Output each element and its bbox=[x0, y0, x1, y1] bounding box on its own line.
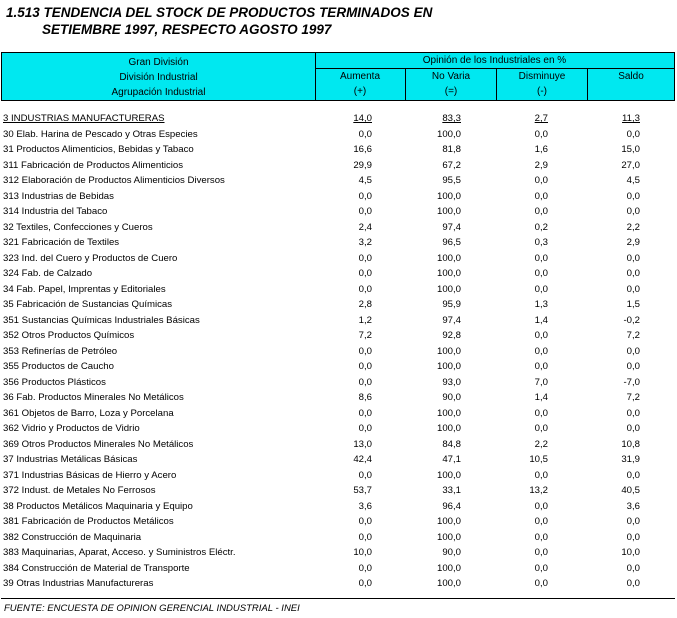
table-row bbox=[1, 545, 675, 561]
cell-saldo: 0,0 bbox=[626, 128, 640, 140]
cell-novaria: 92,8 bbox=[442, 330, 461, 341]
row-name: 3 INDUSTRIAS MANUFACTURERAS bbox=[3, 113, 165, 124]
col-label: Aumenta bbox=[339, 71, 381, 82]
cell-novaria: 90,0 bbox=[442, 547, 461, 558]
cell-aumenta: 0,0 bbox=[358, 283, 372, 295]
cell-saldo: -0,2 bbox=[623, 314, 640, 326]
table-row bbox=[1, 390, 675, 406]
cell-disminuye: 1,3 bbox=[534, 299, 548, 310]
cell-aumenta: 0,0 bbox=[358, 206, 372, 217]
table-row bbox=[1, 158, 675, 174]
table-row bbox=[1, 514, 675, 530]
table-row bbox=[1, 313, 675, 329]
cell-disminuye: 7,0 bbox=[534, 376, 548, 388]
cell-novaria: 97,4 bbox=[442, 314, 461, 326]
row-name: 34 Fab. Papel, Imprentas y Editoriales bbox=[3, 283, 166, 295]
table-row bbox=[1, 127, 675, 143]
header-col-novaria bbox=[406, 69, 497, 100]
cell-disminuye: 0,0 bbox=[534, 547, 548, 558]
cell-saldo: 0,0 bbox=[626, 531, 640, 543]
table-row bbox=[1, 173, 675, 189]
source-note: FUENTE: ENCUESTA DE OPINION GERENCIAL INDUSTRIAL - INEI bbox=[4, 603, 300, 614]
cell-saldo: 10,0 bbox=[621, 547, 640, 558]
cell-saldo: 1,5 bbox=[626, 299, 640, 310]
table-row bbox=[1, 344, 675, 360]
cell-disminuye: 0,0 bbox=[534, 128, 548, 140]
cell-novaria: 100,0 bbox=[436, 268, 461, 279]
cell-disminuye: 2,2 bbox=[534, 438, 548, 450]
cell-aumenta: 0,0 bbox=[358, 361, 372, 372]
row-name: 311 Fabricación de Productos Alimenticios bbox=[3, 159, 184, 171]
cell-novaria: 100,0 bbox=[436, 562, 461, 574]
cell-novaria: 84,8 bbox=[442, 438, 461, 450]
cell-aumenta: 14,0 bbox=[353, 113, 372, 124]
cell-aumenta: 0,0 bbox=[358, 423, 372, 434]
cell-disminuye: 0,0 bbox=[534, 190, 548, 202]
page-title bbox=[6, 4, 432, 38]
cell-aumenta: 0,0 bbox=[358, 376, 372, 388]
cell-disminuye: 0,0 bbox=[534, 500, 548, 512]
header-division-industrial: División Industrial bbox=[119, 72, 198, 83]
row-name: 369 Otros Productos Minerales No Metálicos bbox=[3, 438, 194, 450]
row-name: 36 Fab. Productos Minerales No Metálicos bbox=[3, 392, 184, 403]
cell-novaria: 67,2 bbox=[442, 159, 461, 171]
cell-saldo: 15,0 bbox=[621, 144, 640, 155]
cell-saldo: 40,5 bbox=[621, 485, 640, 496]
cell-saldo: 31,9 bbox=[621, 454, 640, 465]
row-name: 353 Refinerías de Petróleo bbox=[3, 345, 118, 357]
col-sub: (-) bbox=[537, 86, 547, 97]
row-name: 313 Industrias de Bebidas bbox=[3, 190, 114, 202]
cell-novaria: 100,0 bbox=[436, 190, 461, 202]
row-name: 352 Otros Productos Químicos bbox=[3, 330, 135, 341]
cell-saldo: 2,2 bbox=[626, 221, 640, 233]
table-row bbox=[1, 561, 675, 577]
cell-disminuye: 0,0 bbox=[534, 175, 548, 186]
cell-disminuye: 0,0 bbox=[534, 531, 548, 543]
cell-novaria: 100,0 bbox=[436, 206, 461, 217]
row-name: 323 Ind. del Cuero y Productos de Cuero bbox=[3, 252, 178, 264]
cell-aumenta: 2,4 bbox=[358, 221, 372, 233]
cell-saldo: 0,0 bbox=[626, 469, 640, 481]
row-name: 324 Fab. de Calzado bbox=[3, 268, 93, 279]
table-row bbox=[1, 111, 675, 127]
cell-disminuye: 0,0 bbox=[534, 469, 548, 481]
cell-disminuye: 0,3 bbox=[534, 237, 548, 248]
cell-disminuye: 0,0 bbox=[534, 407, 548, 419]
cell-saldo: 7,2 bbox=[626, 330, 640, 341]
cell-aumenta: 0,0 bbox=[358, 562, 372, 574]
cell-novaria: 100,0 bbox=[436, 516, 461, 527]
cell-saldo: 2,9 bbox=[626, 237, 640, 248]
cell-aumenta: 0,0 bbox=[358, 190, 372, 202]
header-gran-division: Gran División bbox=[128, 57, 189, 68]
row-name: 356 Productos Plásticos bbox=[3, 376, 106, 388]
table-row bbox=[1, 576, 675, 592]
cell-saldo: 0,0 bbox=[626, 423, 640, 434]
col-label: Saldo bbox=[618, 71, 644, 82]
cell-disminuye: 0,0 bbox=[534, 330, 548, 341]
cell-saldo: 3,6 bbox=[626, 500, 640, 512]
table-row bbox=[1, 406, 675, 422]
cell-novaria: 97,4 bbox=[442, 221, 461, 233]
cell-aumenta: 3,2 bbox=[358, 237, 372, 248]
table-row bbox=[1, 142, 675, 158]
table-row bbox=[1, 452, 675, 468]
table-row bbox=[1, 375, 675, 391]
cell-saldo: 0,0 bbox=[626, 407, 640, 419]
row-name: 39 Otras Industrias Manufactureras bbox=[3, 578, 154, 589]
cell-saldo: 0,0 bbox=[626, 252, 640, 264]
cell-disminuye: 0,0 bbox=[534, 578, 548, 589]
cell-disminuye: 2,7 bbox=[534, 113, 548, 124]
table-row bbox=[1, 251, 675, 267]
row-name: 372 Indust. de Metales No Ferrosos bbox=[3, 485, 156, 496]
cell-disminuye: 0,2 bbox=[534, 221, 548, 233]
cell-disminuye: 0,0 bbox=[534, 423, 548, 434]
cell-novaria: 96,5 bbox=[442, 237, 461, 248]
title-line-2: SETIEMBRE 1997, RESPECTO AGOSTO 1997 bbox=[42, 22, 332, 37]
cell-novaria: 95,9 bbox=[442, 299, 461, 310]
row-name: 361 Objetos de Barro, Loza y Porcelana bbox=[3, 407, 174, 419]
table-row bbox=[1, 530, 675, 546]
cell-novaria: 81,8 bbox=[442, 144, 461, 155]
cell-saldo: 0,0 bbox=[626, 516, 640, 527]
row-name: 321 Fabricación de Textiles bbox=[3, 237, 120, 248]
cell-disminuye: 0,0 bbox=[534, 252, 548, 264]
footer-rule bbox=[1, 598, 675, 599]
table-row bbox=[1, 235, 675, 251]
header-classification bbox=[2, 53, 316, 100]
cell-saldo: 7,2 bbox=[626, 392, 640, 403]
cell-disminuye: 0,0 bbox=[534, 345, 548, 357]
cell-aumenta: 0,0 bbox=[358, 252, 372, 264]
cell-novaria: 100,0 bbox=[436, 252, 461, 264]
col-sub: (=) bbox=[444, 86, 458, 97]
cell-saldo: 0,0 bbox=[626, 190, 640, 202]
title-line-1: 1.513 TENDENCIA DEL STOCK DE PRODUCTOS TERMINADOS EN bbox=[6, 5, 433, 20]
cell-aumenta: 16,6 bbox=[353, 144, 372, 155]
table-row bbox=[1, 220, 675, 236]
cell-saldo: 27,0 bbox=[621, 159, 640, 171]
cell-disminuye: 10,5 bbox=[529, 454, 548, 465]
cell-novaria: 33,1 bbox=[442, 485, 461, 496]
cell-saldo: 0,0 bbox=[626, 578, 640, 589]
cell-disminuye: 0,0 bbox=[534, 283, 548, 295]
cell-aumenta: 8,6 bbox=[358, 392, 372, 403]
cell-aumenta: 0,0 bbox=[358, 345, 372, 357]
cell-aumenta: 4,5 bbox=[358, 175, 372, 186]
row-name: 355 Productos de Caucho bbox=[3, 361, 114, 372]
cell-aumenta: 0,0 bbox=[358, 531, 372, 543]
row-name: 384 Construcción de Material de Transporte bbox=[3, 562, 190, 574]
cell-novaria: 100,0 bbox=[436, 469, 461, 481]
row-name: 382 Construcción de Maquinaria bbox=[3, 531, 142, 543]
header-opinion bbox=[315, 53, 674, 100]
row-name: 31 Productos Alimenticios, Bebidas y Tabaco bbox=[3, 144, 194, 155]
table-row bbox=[1, 297, 675, 313]
cell-saldo: 0,0 bbox=[626, 562, 640, 574]
header-opinion-title: Opinión de los Industriales en % bbox=[315, 53, 674, 69]
cell-aumenta: 29,9 bbox=[353, 159, 372, 171]
cell-novaria: 100,0 bbox=[436, 531, 461, 543]
cell-saldo: -7,0 bbox=[623, 376, 640, 388]
table-row bbox=[1, 266, 675, 282]
table-body bbox=[1, 111, 675, 592]
row-name: 30 Elab. Harina de Pescado y Otras Especies bbox=[3, 128, 198, 140]
cell-disminuye: 1,6 bbox=[534, 144, 548, 155]
row-name: 381 Fabricación de Productos Metálicos bbox=[3, 516, 174, 527]
col-label: No Varia bbox=[431, 71, 471, 82]
header-col-saldo bbox=[588, 69, 674, 100]
header-agrupacion-industrial: Agrupación Industrial bbox=[111, 87, 206, 98]
cell-saldo: 11,3 bbox=[622, 113, 640, 124]
col-label: Disminuye bbox=[518, 71, 566, 82]
cell-saldo: 10,8 bbox=[621, 438, 640, 450]
cell-novaria: 96,4 bbox=[442, 500, 461, 512]
cell-disminuye: 0,0 bbox=[534, 562, 548, 574]
cell-disminuye: 1,4 bbox=[534, 314, 548, 326]
cell-aumenta: 42,4 bbox=[353, 454, 372, 465]
header-col-disminuye bbox=[497, 69, 588, 100]
cell-saldo: 0,0 bbox=[626, 345, 640, 357]
row-name: 35 Fabricación de Sustancias Químicas bbox=[3, 299, 173, 310]
col-sub: (+) bbox=[353, 86, 367, 97]
table-row bbox=[1, 421, 675, 437]
cell-aumenta: 2,8 bbox=[358, 299, 372, 310]
row-name: 383 Maquinarias, Aparat, Acceso. y Suministros Eléctr. bbox=[3, 547, 236, 558]
cell-novaria: 95,5 bbox=[442, 175, 461, 186]
table-row bbox=[1, 468, 675, 484]
cell-novaria: 100,0 bbox=[436, 283, 461, 295]
cell-aumenta: 0,0 bbox=[358, 469, 372, 481]
table-row bbox=[1, 282, 675, 298]
table-row bbox=[1, 189, 675, 205]
cell-aumenta: 0,0 bbox=[358, 407, 372, 419]
cell-aumenta: 0,0 bbox=[358, 128, 372, 140]
cell-aumenta: 0,0 bbox=[358, 516, 372, 527]
cell-novaria: 100,0 bbox=[436, 407, 461, 419]
cell-saldo: 0,0 bbox=[626, 206, 640, 217]
table-row bbox=[1, 483, 675, 499]
cell-aumenta: 0,0 bbox=[358, 268, 372, 279]
cell-novaria: 100,0 bbox=[436, 578, 461, 589]
table-row bbox=[1, 499, 675, 515]
table-header bbox=[1, 52, 675, 101]
cell-novaria: 100,0 bbox=[436, 361, 461, 372]
cell-novaria: 93,0 bbox=[442, 376, 461, 388]
cell-novaria: 90,0 bbox=[442, 392, 461, 403]
row-name: 38 Productos Metálicos Maquinaria y Equipo bbox=[3, 500, 193, 512]
cell-saldo: 0,0 bbox=[626, 283, 640, 295]
cell-aumenta: 0,0 bbox=[358, 578, 372, 589]
cell-novaria: 100,0 bbox=[436, 423, 461, 434]
row-name: 371 Industrias Básicas de Hierro y Acero bbox=[3, 469, 177, 481]
row-name: 37 Industrias Metálicas Básicas bbox=[3, 454, 138, 465]
cell-saldo: 0,0 bbox=[626, 268, 640, 279]
cell-disminuye: 1,4 bbox=[534, 392, 548, 403]
cell-aumenta: 7,2 bbox=[358, 330, 372, 341]
cell-novaria: 100,0 bbox=[436, 345, 461, 357]
cell-aumenta: 53,7 bbox=[353, 485, 372, 496]
cell-novaria: 100,0 bbox=[436, 128, 461, 140]
cell-saldo: 0,0 bbox=[626, 361, 640, 372]
row-name: 312 Elaboración de Productos Alimenticios Diversos bbox=[3, 175, 225, 186]
header-col-aumenta bbox=[315, 69, 406, 100]
table-row bbox=[1, 328, 675, 344]
row-name: 362 Vidrio y Productos de Vidrio bbox=[3, 423, 140, 434]
row-name: 314 Industria del Tabaco bbox=[3, 206, 108, 217]
cell-disminuye: 0,0 bbox=[534, 268, 548, 279]
cell-novaria: 47,1 bbox=[442, 454, 461, 465]
cell-disminuye: 0,0 bbox=[534, 361, 548, 372]
cell-aumenta: 3,6 bbox=[358, 500, 372, 512]
cell-aumenta: 13,0 bbox=[353, 438, 372, 450]
cell-disminuye: 13,2 bbox=[529, 485, 548, 496]
cell-aumenta: 1,2 bbox=[358, 314, 372, 326]
cell-disminuye: 2,9 bbox=[534, 159, 548, 171]
cell-disminuye: 0,0 bbox=[534, 516, 548, 527]
cell-aumenta: 10,0 bbox=[353, 547, 372, 558]
row-name: 351 Sustancias Químicas Industriales Básicas bbox=[3, 314, 200, 326]
table-row bbox=[1, 204, 675, 220]
cell-saldo: 4,5 bbox=[626, 175, 640, 186]
cell-disminuye: 0,0 bbox=[534, 206, 548, 217]
row-name: 32 Textiles, Confecciones y Cueros bbox=[3, 221, 153, 233]
table-row bbox=[1, 359, 675, 375]
table-row bbox=[1, 437, 675, 453]
cell-novaria: 83,3 bbox=[442, 113, 461, 124]
